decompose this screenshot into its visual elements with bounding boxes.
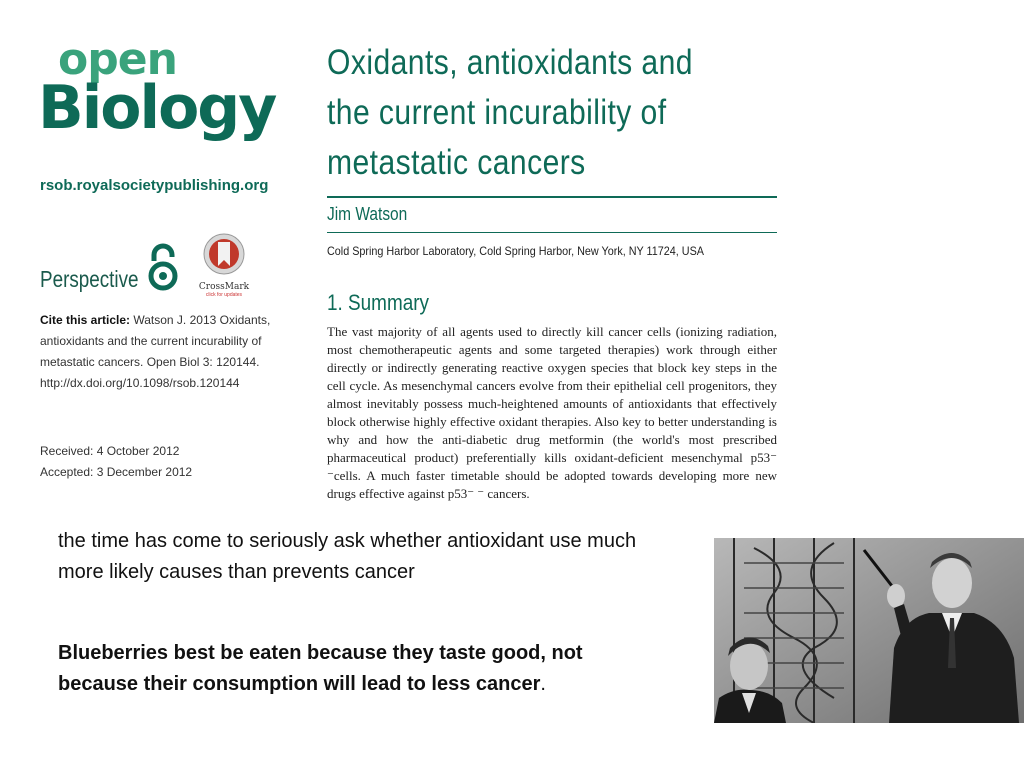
scientists-photo: [714, 538, 1024, 723]
article-type-label: Perspective: [40, 266, 139, 292]
article-author: Jim Watson: [327, 204, 408, 224]
slide-bold-statement: [58, 638, 658, 700]
journal-logo-open: open: [58, 34, 177, 85]
bold-statement-text: Blueberries best be eaten because they taste good, not because their consumption will lead to less cancer: [58, 642, 583, 695]
article-dates: [40, 441, 192, 483]
accepted-date: Accepted: 3 December 2012: [40, 465, 193, 479]
summary-heading: 1. Summary: [327, 290, 429, 315]
summary-text: The vast majority of all agents used to directly kill cancer cells (ionizing radiation, most chemotherapeutic agents and some targeted therapies) work through either directly or indirectly generating reactive oxygen species that block key steps in the cell cycle. As mesenchymal cancers evolve from their epithelial cell progenitors, they almost inevitably possess much-heightened amounts of antioxidants that effectively block otherwise highly effective oxidant therapies. Also key to better understanding is why and how the anti-diabetic drug metformin (the world's most prescribed pharmaceutical product) preferentially kills oxidant-deficient mesenchymal p53⁻ ⁻cells. A much faster timetable should be adopted towards developing more new drugs effective against p53⁻ ⁻ cancers.: [327, 324, 777, 501]
citation-text: Watson J. 2013 Oxidants, antioxidants and the current incurability of metastatic cancers. Open Biol 3: 120144. http://dx.doi.org/10.1098/rsob.120144: [40, 313, 271, 390]
citation-label: Cite this article:: [40, 313, 131, 327]
open-access-icon: [146, 243, 180, 298]
citation-block: [40, 310, 290, 394]
author-affiliation: Cold Spring Harbor Laboratory, Cold Spring Harbor, New York, NY 11724, USA: [327, 244, 705, 258]
crossmark-sublabel: click for updates: [205, 292, 243, 298]
journal-url: rsob.royalsocietypublishing.org: [40, 177, 269, 194]
crossmark-badge[interactable]: [198, 232, 250, 300]
received-date: Received: 4 October 2012: [40, 444, 180, 458]
article-title: Oxidants, antioxidants and the current incurability of metastatic cancers: [327, 43, 693, 182]
crossmark-icon: [202, 232, 246, 276]
journal-logo-biology: Biology: [38, 73, 276, 143]
author-divider: [327, 232, 777, 233]
crossmark-label: CrossMark: [198, 282, 250, 292]
slide-quote: the time has come to seriously ask whether antioxidant use much more likely causes than prevents cancer: [58, 530, 637, 583]
title-divider: [327, 196, 777, 198]
bold-statement-suffix: .: [540, 673, 546, 695]
